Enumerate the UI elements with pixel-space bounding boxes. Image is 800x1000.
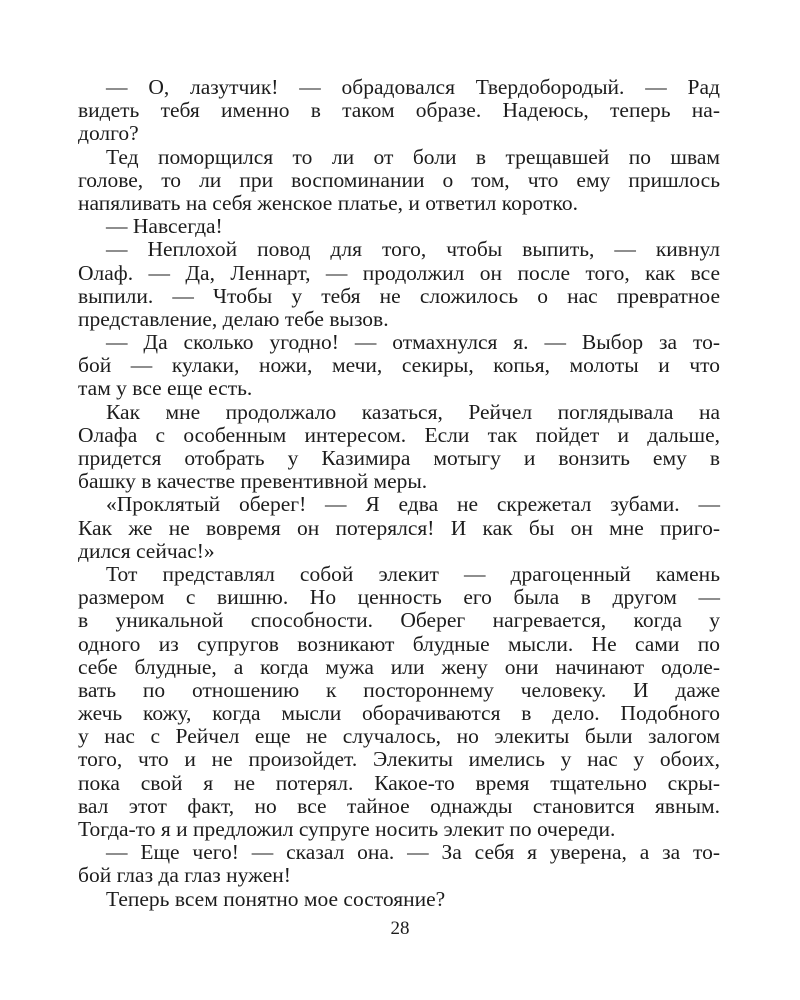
text-line: пока свой я не потерял. Какое-то время тщательно скры-: [78, 770, 720, 795]
page-body: [78, 76, 720, 911]
text-line: Олафа с особенным интересом. Если так пойдет и дальше,: [78, 422, 720, 447]
text-line: Тогда-то я и предложил супруге носить элекит по очереди.: [78, 817, 616, 841]
text-line: представление, делаю тебе вызов.: [78, 306, 389, 331]
text-line: жечь кожу, когда мысли оборачиваются в дело. Подобного: [78, 701, 720, 726]
text-line: придется отобрать у Казимира мотыгу и вонзить ему в: [78, 446, 720, 470]
text-line: вать по отношению к постороннему человеку. И даже: [78, 677, 720, 702]
text-line: Тот представлял собой элекит — драгоценный камень: [106, 561, 720, 586]
page-number: 28: [390, 918, 410, 939]
text-line: себе блудные, а когда мужа или жену они начинают одоле-: [78, 654, 720, 679]
text-line: напяливать на себя женское платье, и ответил коротко.: [78, 190, 578, 215]
text-line: долго?: [78, 121, 139, 146]
text-line: — Еще чего! — сказал она. — За себя я уверена, а за то-: [106, 840, 720, 865]
text-line: бой глаз да глаз нужен!: [78, 863, 291, 888]
text-line: вал этот факт, но все тайное однажды становится явным.: [78, 793, 720, 818]
text-line: в уникальной способности. Оберег нагревается, когда у: [78, 608, 720, 633]
text-line: Олаф. — Да, Леннарт, — продолжил он после того, как все: [78, 260, 720, 285]
text-line: «Проклятый оберег! — Я едва не скрежетал зубами. —: [106, 492, 720, 517]
text-line: — Да сколько угодно! — отмахнулся я. — Выбор за то-: [106, 330, 720, 355]
text-line: — Навсегда!: [106, 214, 223, 239]
text-line: размером с вишню. Но ценность его была в другом —: [78, 585, 720, 610]
text-line: одного из супругов возникают блудные мысли. Не сами по: [78, 631, 720, 656]
text-line: там у все еще есть.: [78, 376, 253, 401]
text-line: дился сейчас!»: [78, 538, 215, 563]
text-line: видеть тебя именно в таком образе. Надеюсь, теперь на-: [78, 98, 720, 123]
text-line: того, что и не произойдет. Элекиты имелись у нас у обоих,: [78, 747, 720, 772]
text-line: Тед поморщился то ли от боли в трещавшей по швам: [106, 144, 720, 169]
text-line: Как мне продолжало казаться, Рейчел поглядывала на: [106, 399, 720, 424]
text-line: башку в качестве превентивной меры.: [78, 469, 428, 494]
text-line: голове, то ли при воспоминании о том, что ему пришлось: [78, 167, 720, 192]
text-line: выпили. — Чтобы у тебя не сложилось о нас превратное: [78, 283, 720, 308]
text-line: Теперь всем понятно мое состояние?: [106, 886, 446, 911]
text-line: — Неплохой повод для того, чтобы выпить, — кивнул: [106, 237, 720, 262]
text-line: у нас с Рейчел еще не случалось, но элекиты были залогом: [78, 724, 720, 749]
text-line: — О, лазутчик! — обрадовался Твердобородый. — Рад: [106, 75, 720, 99]
text-line: Как же не вовремя он потерялся! И как бы он мне приго-: [78, 515, 720, 540]
text-line: бой — кулаки, ножи, мечи, секиры, копья, молоты и что: [78, 353, 720, 378]
